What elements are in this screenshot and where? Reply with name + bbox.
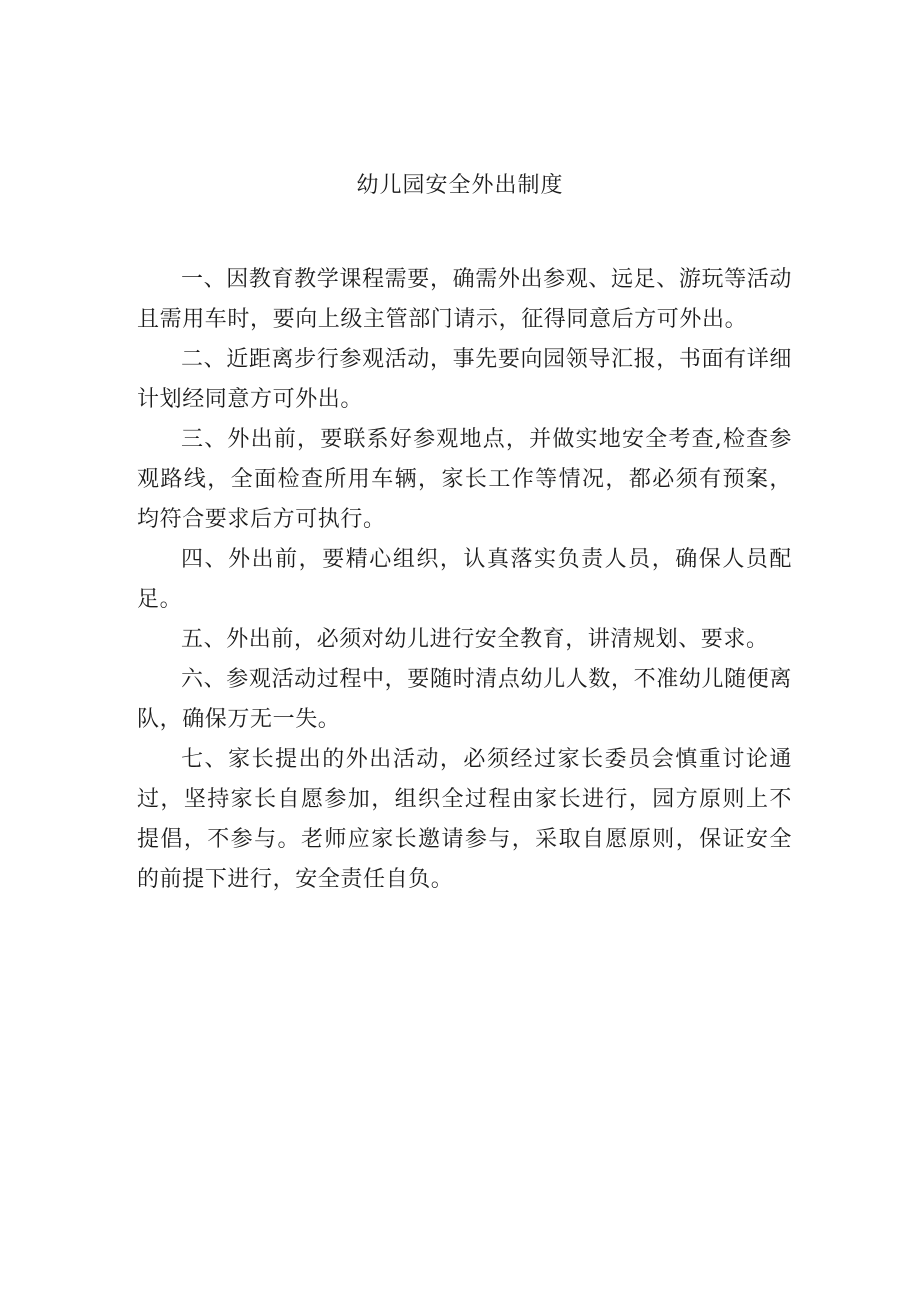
document-body	[137, 260, 792, 900]
paragraph-7: 七、家长提出的外出活动，必须经过家长委员会慎重讨论通过，坚持家长自愿参加，组织全过程由家长进行，园方原则上不提倡，不参与。老师应家长邀请参与，采取自愿原则，保证安全的前提下进行，安全责任自负。	[137, 747, 792, 892]
paragraph-5: 五、外出前，必须对幼儿进行安全教育，讲清规划、要求。	[181, 627, 769, 652]
paragraph-1: 一、因教育教学课程需要，确需外出参观、远足、游玩等活动且需用车时，要向上级主管部门请示，征得同意后方可外出。	[137, 267, 792, 332]
paragraph-6: 六、参观活动过程中，要随时清点幼儿人数，不准幼儿随便离队，确保万无一失。	[137, 667, 792, 732]
paragraph-4: 四、外出前，要精心组织，认真落实负责人员，确保人员配足。	[137, 547, 792, 612]
paragraph-3: 三、外出前，要联系好参观地点，并做实地安全考查,检查参观路线，全面检查所用车辆，家长工作等情况，都必须有预案，均符合要求后方可执行。	[137, 427, 792, 532]
document-title: 幼儿园安全外出制度	[356, 173, 564, 198]
paragraph-2: 二、近距离步行参观活动，事先要向园领导汇报，书面有详细计划经同意方可外出。	[137, 347, 792, 412]
